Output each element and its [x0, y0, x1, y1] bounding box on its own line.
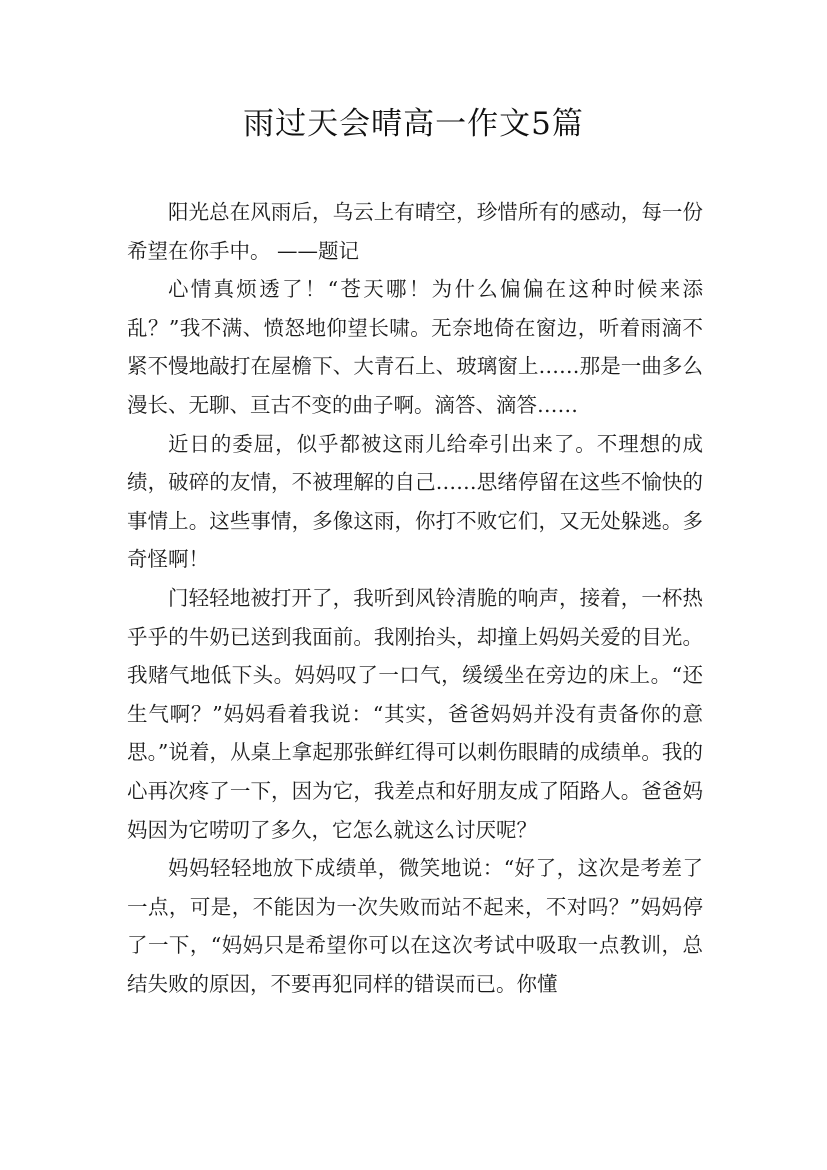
paragraph-epigraph: 阳光总在风雨后，乌云上有晴空，珍惜所有的感动，每一份希望在你手中。 ——题记	[127, 200, 703, 263]
document-title: 雨过天会晴高一作文5篇	[243, 106, 584, 142]
paragraph-rain-complaint: 心情真烦透了！“苍天哪！为什么偏偏在这种时候来添乱？”我不满、愤怒地仰望长啸。无奈地倚在窗边，听着雨滴不紧不慢地敲打在屋檐下、大青石上、玻璃窗上……那是一曲多么漫长、无聊、亘古不变的曲子啊。滴答、滴答……	[127, 277, 703, 417]
document-body	[127, 193, 703, 1003]
paragraph-grievances: 近日的委屈，似乎都被这雨儿给牵引出来了。不理想的成绩，破碎的友情，不被理解的自己……思绪停留在这些不愉快的事情上。这些事情，多像这雨，你打不败它们，又无处躲逃。多奇怪啊！	[127, 431, 703, 572]
paragraph-mother-arrives: 门轻轻地被打开了，我听到风铃清脆的响声，接着，一杯热乎乎的牛奶已送到我面前。我刚抬头，却撞上妈妈关爱的目光。我赌气地低下头。妈妈叹了一口气，缓缓坐在旁边的床上。“还生气啊？”妈妈看着我说：“其实，爸爸妈妈并没有责备你的意思。”说着，从桌上拿起那张鲜红得可以刺伤眼睛的成绩单。我的心再次疼了一下，因为它，我差点和好朋友成了陌路人。爸爸妈妈因为它唠叨了多久，它怎么就这么讨厌呢？	[127, 585, 703, 842]
paragraph-mother-advice: 妈妈轻轻地放下成绩单，微笑地说：“好了，这次是考差了一点，可是，不能因为一次失败而站不起来，不对吗？”妈妈停了一下，“妈妈只是希望你可以在这次考试中吸取一点教训，总结失败的原因，不要再犯同样的错误而已。你懂	[127, 856, 703, 996]
